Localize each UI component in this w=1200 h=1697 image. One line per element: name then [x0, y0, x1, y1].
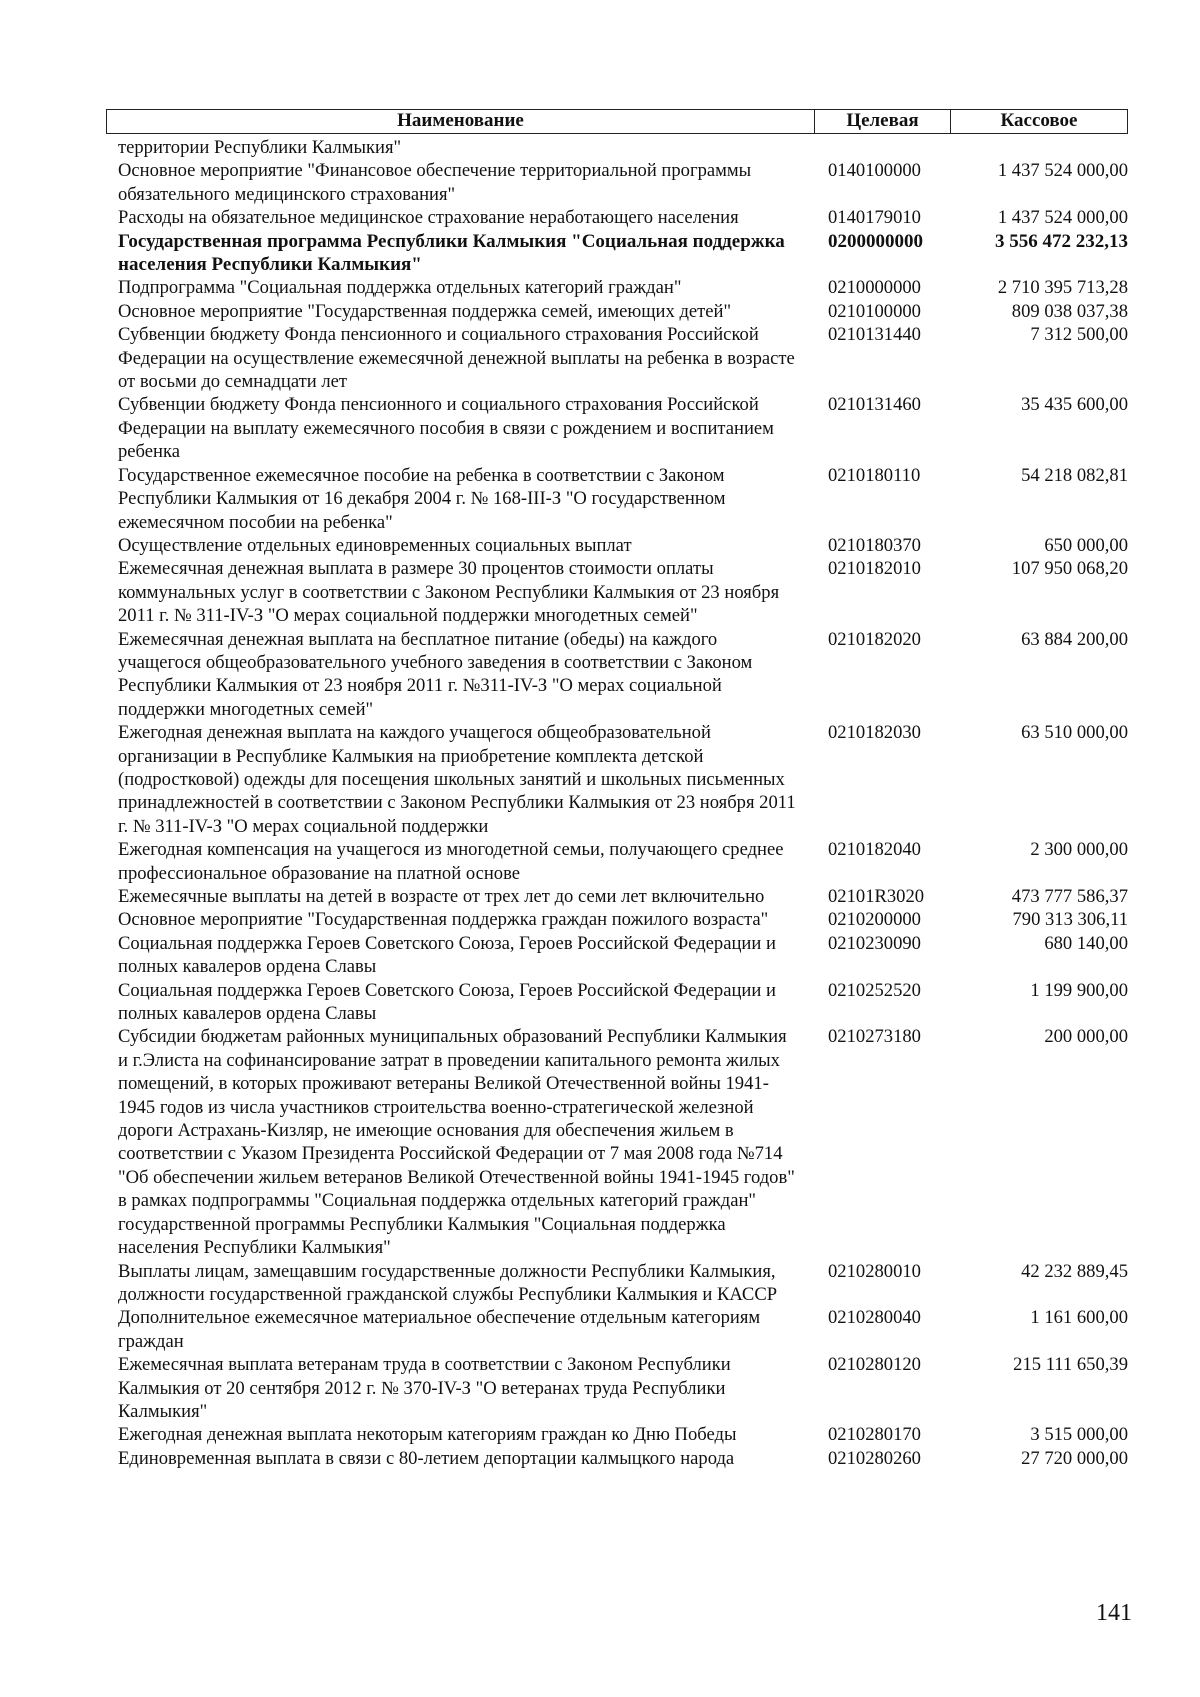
row-amount: 790 313 306,11: [1012, 909, 1128, 931]
row-amount: 1 437 524 000,00: [997, 207, 1128, 229]
table-row: [118, 1306, 1128, 1353]
column-header-amount: Кассовое: [1000, 110, 1078, 131]
row-code: 0210131460: [828, 394, 921, 416]
row-amount: 1 161 600,00: [1030, 1307, 1128, 1329]
table-row: [118, 534, 1128, 557]
table-row: [118, 393, 1128, 463]
row-amount: 35 435 600,00: [1021, 394, 1128, 416]
row-code: 0210180370: [828, 534, 921, 556]
table-row: [118, 1025, 1128, 1259]
row-name: Ежемесячная выплата ветеранам труда в соответствии с Законом Республики Калмыкия от 20 сентября 2012 г. № 370-IV-З "О ветеранах труда Республики Калмыкия": [118, 1354, 731, 1422]
row-amount: 680 140,00: [1044, 932, 1128, 954]
row-name: Субвенции бюджету Фонда пенсионного и социального страхования Российской Федерации на выплату ежемесячного пособия в связи с рождением и воспитанием ребенка: [118, 394, 774, 463]
row-code: 0210280260: [828, 1447, 921, 1469]
row-code: 0210280040: [828, 1307, 921, 1329]
table-row: [118, 1423, 1128, 1446]
row-code: 0210000000: [828, 277, 921, 299]
table-row: [118, 276, 1128, 299]
row-name: Основное мероприятие "Финансовое обеспечение территориальной программы обязательного медицинского страхования": [118, 160, 752, 205]
row-code: 0210100000: [828, 300, 921, 322]
row-name: Субсидии бюджетам районных муниципальных образований Республики Калмыкия и г.Элиста на софинансирование затрат в проведении капитального ремонта жилых помещений, в которых проживают ветераны Великой Отечественной войны 1941-1945 годов из числа участников строительства военно-стратегической железной дороги Астрахань-Кизляр, не имеющие основания для обеспечения жильем в соответствии с Указом Президента Российской Федерации от 7 мая 2008 года №714 "Об обеспечении жильем ветеранов Великой Отечественной войны 1941-1945 годов" в рамках подпрограммы "Социальная поддержка отдельных категорий граждан" государственной программы Республики Калмыкия "Социальная поддержка населения Республики Калмыкия": [118, 1026, 795, 1259]
row-amount: 54 218 082,81: [1021, 464, 1128, 486]
row-amount: 3 515 000,00: [1030, 1424, 1128, 1446]
row-name: Социальная поддержка Героев Советского Союза, Героев Российской Федерации и полных кавалеров ордена Славы: [118, 979, 776, 1025]
table-row: [118, 628, 1128, 722]
row-code: 0210180110: [828, 464, 921, 486]
column-header-name: Наименование: [107, 110, 815, 133]
row-name: Дополнительное ежемесячное материальное обеспечение отдельным категориям граждан: [118, 1307, 761, 1352]
row-code: 0210252520: [828, 979, 921, 1001]
row-amount: 200 000,00: [1044, 1026, 1128, 1048]
table-header: [106, 109, 1128, 134]
table-row: [118, 300, 1128, 323]
table-row: [118, 206, 1128, 229]
row-amount: 3 556 472 232,13: [995, 230, 1128, 252]
row-amount: 107 950 068,20: [1011, 558, 1128, 580]
table-body: [118, 136, 1128, 1470]
row-name: Осуществление отдельных единовременных социальных выплат: [118, 534, 632, 556]
row-code: 0200000000: [828, 230, 923, 252]
row-amount: 650 000,00: [1044, 534, 1128, 556]
table-row: [118, 464, 1128, 534]
row-name: Социальная поддержка Героев Советского Союза, Героев Российской Федерации и полных кавалеров ордена Славы: [118, 932, 776, 978]
row-code: 0210280120: [828, 1354, 921, 1376]
row-amount: 809 038 037,38: [1011, 300, 1128, 322]
row-code: 0210200000: [828, 909, 921, 931]
row-amount: 42 232 889,45: [1021, 1260, 1128, 1282]
row-name: Основное мероприятие "Государственная поддержка семей, имеющих детей": [118, 300, 732, 322]
row-name: Государственная программа Республики Калмыкия "Социальная поддержка населения Республики Калмыкия": [118, 230, 785, 276]
row-code: 0210182010: [828, 558, 921, 580]
page-number: 141: [1096, 1600, 1132, 1626]
table-row: [118, 932, 1128, 979]
row-amount: 215 111 650,39: [1013, 1354, 1128, 1376]
table-row: [118, 323, 1128, 393]
table-row: [118, 979, 1128, 1026]
table-row: [118, 159, 1128, 206]
row-name: Основное мероприятие "Государственная поддержка граждан пожилого возраста": [118, 909, 769, 931]
row-code: 0210131440: [828, 324, 921, 346]
row-code: 0210182020: [828, 628, 921, 650]
row-code: 0140179010: [828, 207, 921, 229]
row-name: Ежемесячная денежная выплата в размере 30 процентов стоимости оплаты коммунальных услуг в соответствии с Законом Республики Калмыкия от 23 ноября 2011 г. № 311-IV-З "О мерах социальной поддержки многодетных семей": [118, 558, 780, 627]
row-name: Расходы на обязательное медицинское страхование неработающего населения: [118, 207, 739, 229]
row-name: Субвенции бюджету Фонда пенсионного и социального страхования Российской Федерации на осуществление ежемесячной денежной выплаты на ребенка в возрасте от восьми до семнадцати лет: [118, 324, 795, 393]
row-code: 0210280170: [828, 1424, 921, 1446]
table-row: [118, 1260, 1128, 1307]
table-row: [118, 908, 1128, 931]
row-name: территории Республики Калмыкия": [118, 137, 402, 158]
table-row: [118, 136, 1128, 159]
row-amount: 63 884 200,00: [1021, 628, 1128, 650]
row-name: Подпрограмма "Социальная поддержка отдельных категорий граждан": [118, 277, 682, 299]
row-code: 0210230090: [828, 932, 921, 954]
row-code: 0210273180: [828, 1026, 921, 1048]
table-row: [118, 1353, 1128, 1423]
row-name: Единовременная выплата в связи с 80-летием депортации калмыцкого народа: [118, 1447, 735, 1469]
row-amount: 63 510 000,00: [1021, 722, 1128, 744]
table-row: [118, 838, 1128, 885]
row-name: Государственное ежемесячное пособие на ребенка в соответствии с Законом Республики Калмыкия от 16 декабря 2004 г. № 168-III-З "О государственном ежемесячном пособии на ребенка": [118, 464, 726, 533]
row-code: 0210182030: [828, 722, 921, 744]
row-code: 02101R3020: [828, 886, 925, 907]
row-code: 0210280010: [828, 1260, 921, 1282]
row-amount: 473 777 586,37: [1011, 886, 1128, 907]
table-row: [118, 230, 1128, 277]
row-name: Ежемесячные выплаты на детей в возрасте от трех лет до семи лет включительно: [118, 886, 765, 907]
row-name: Ежегодная денежная выплата на каждого учащегося общеобразовательной организации в Республике Калмыкия на приобретение комплекта детской (подростковой) одежды для посещения школьных занятий и школьных письменных принадлежностей в соответствии с Законом Республики Калмыкия от 23 ноября 2011 г. № 311-IV-З "О мерах социальной поддержки: [118, 722, 796, 837]
row-amount: 27 720 000,00: [1021, 1447, 1128, 1469]
row-name: Выплаты лицам, замещавшим государственные должности Республики Калмыкия, должности государственной гражданской службы Республики Калмыкия и КАССР: [118, 1260, 778, 1305]
row-amount: 2 300 000,00: [1030, 839, 1128, 861]
row-name: Ежегодная денежная выплата некоторым категориям граждан ко Дню Победы: [118, 1424, 737, 1446]
row-amount: 2 710 395 713,28: [997, 277, 1128, 299]
table-row: [118, 721, 1128, 838]
table-row: [118, 885, 1128, 908]
table-row: [118, 557, 1128, 627]
row-name: Ежегодная компенсация на учащегося из многодетной семьи, получающего среднее профессиональное образование на платной основе: [118, 839, 784, 884]
row-amount: 7 312 500,00: [1030, 324, 1128, 346]
row-amount: 1 437 524 000,00: [997, 160, 1128, 182]
row-name: Ежемесячная денежная выплата на бесплатное питание (обеды) на каждого учащегося общеобразовательного учебного заведения в соответствии с Законом Республики Калмыкия от 23 ноября 2011 г. №311-IV-З "О мерах социальной поддержки многодетных семей": [118, 628, 753, 720]
row-code: 0210182040: [828, 839, 921, 861]
row-amount: 1 199 900,00: [1030, 979, 1128, 1001]
column-header-code: Целевая: [815, 110, 951, 133]
table-row: [118, 1447, 1128, 1470]
row-code: 0140100000: [828, 160, 921, 182]
